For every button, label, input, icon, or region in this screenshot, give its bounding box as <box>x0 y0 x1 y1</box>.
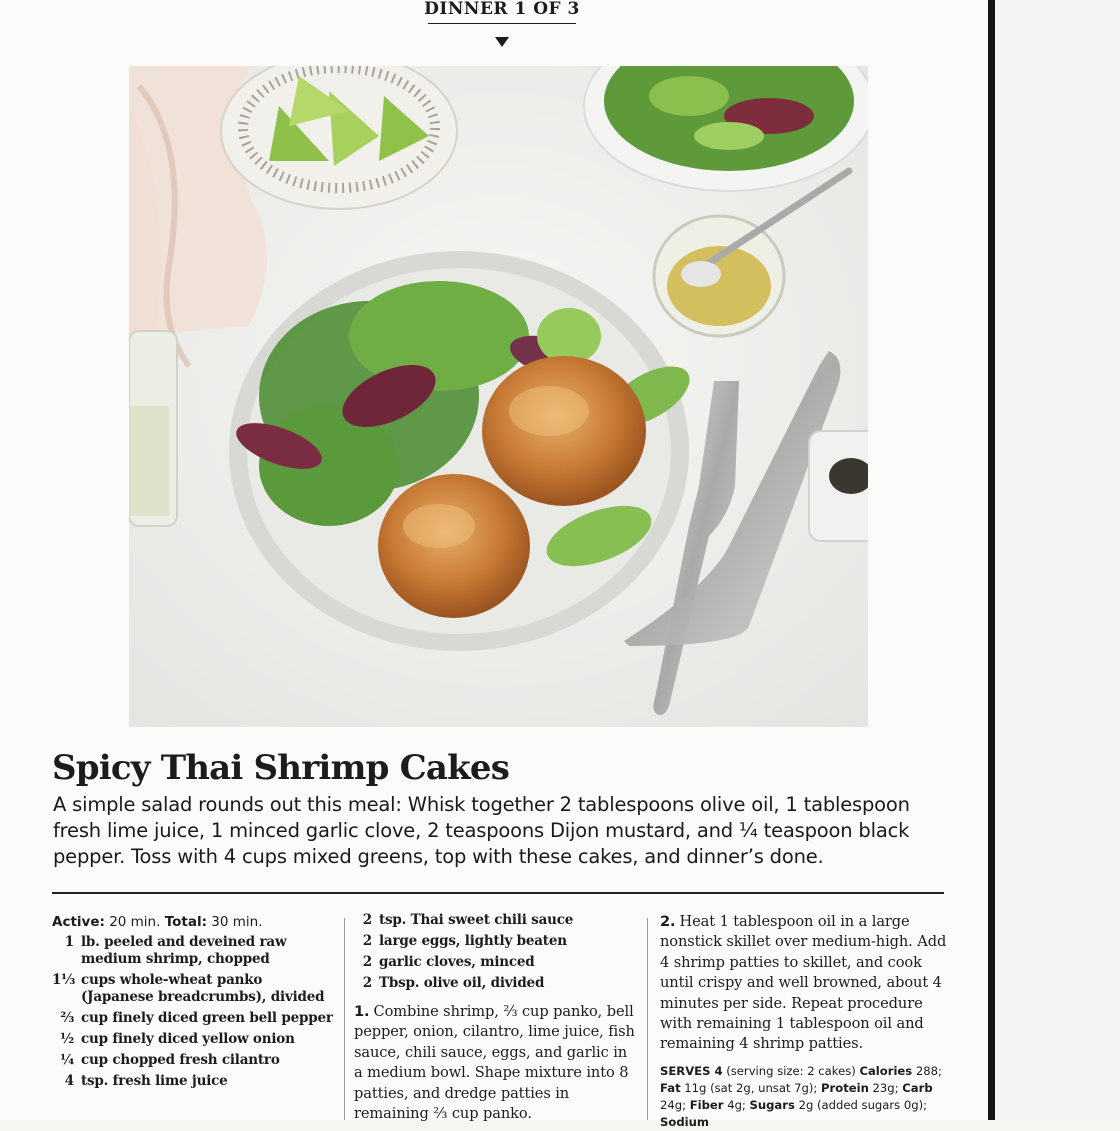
recipe-title: Spicy Thai Shrimp Cakes <box>52 748 510 788</box>
ingredient-item <box>52 1052 337 1069</box>
ingredient-item <box>354 933 640 950</box>
ingredient-quantity: 1 <box>64 934 74 950</box>
ingredient-item <box>52 1073 337 1090</box>
ingredients-column-2 <box>354 912 640 1124</box>
ingredient-item <box>52 1031 337 1048</box>
active-label: Active: <box>52 914 105 930</box>
sugars-label: Sugars <box>749 1097 795 1112</box>
step-text: Heat 1 tablespoon oil in a large nonstick skillet over medium-high. Add 4 shrimp patties to skillet, and cook until crispy and well browned, about 4 minutes per side. Repeat procedure with remaining 1 tablespoon oil and remaining 4 shrimp patties. <box>660 913 947 1053</box>
ingredient-text: tsp. fresh lime juice <box>81 1073 228 1089</box>
fat-value: 11g (sat 2g, unsat 7g); <box>684 1080 818 1095</box>
carb-value: 24g; <box>660 1097 687 1112</box>
carb-label: Carb <box>902 1080 933 1095</box>
ingredient-quantity: 4 <box>64 1073 74 1089</box>
ingredient-quantity: 2 <box>362 933 372 949</box>
sugars-value: 2g (added sugars 0g); <box>798 1097 928 1112</box>
ingredients-column-1 <box>52 912 337 1094</box>
ingredient-quantity: ¼ <box>60 1052 74 1068</box>
ingredient-text: tsp. Thai sweet chili sauce <box>379 912 574 928</box>
ingredient-text: Tbsp. olive oil, divided <box>379 975 545 991</box>
step-number: 2. <box>660 913 676 930</box>
nutrition-info <box>660 1063 950 1131</box>
ingredient-quantity: ⅔ <box>60 1010 74 1026</box>
ingredient-item <box>354 912 640 929</box>
ingredient-text: large eggs, lightly beaten <box>379 933 567 949</box>
ingredient-quantity: ½ <box>60 1031 74 1047</box>
recipe-photo <box>129 66 868 727</box>
column-separator <box>344 918 345 1120</box>
ingredient-text: cup chopped fresh cilantro <box>81 1052 280 1068</box>
ingredient-text: cup finely diced yellow onion <box>81 1031 295 1047</box>
serves-note: (serving size: 2 cakes) <box>726 1063 856 1078</box>
calories-label: Calories <box>859 1063 913 1078</box>
down-arrow-icon <box>495 37 509 47</box>
total-value: 30 min. <box>211 914 263 930</box>
recipe-intro: A simple salad rounds out this meal: Whisk together 2 tablespoons olive oil, 1 tablespoon fresh lime juice, 1 minced garlic clove, 2 teaspoons Dijon mustard, and ¼ teaspoon black pepper. Toss with 4 cups mixed greens, top with these cakes, and dinner’s done. <box>53 793 910 868</box>
step-number: 1. <box>354 1003 370 1020</box>
serves-label: SERVES 4 <box>660 1063 723 1078</box>
ingredient-quantity: 2 <box>362 975 372 991</box>
fat-label: Fat <box>660 1080 681 1095</box>
ingredient-item <box>354 975 640 992</box>
ingredient-item <box>52 934 337 968</box>
ingredient-text: lb. peeled and deveined raw medium shrimp, chopped <box>81 934 287 967</box>
ingredient-text: garlic cloves, minced <box>379 954 535 970</box>
ingredient-item <box>52 972 337 1006</box>
ingredient-text: cups whole-wheat panko (Japanese breadcrumbs), divided <box>81 972 325 1005</box>
total-label: Total: <box>164 914 207 930</box>
protein-value: 23g; <box>872 1080 899 1095</box>
calories-value: 288; <box>915 1063 942 1078</box>
sodium-label: Sodium <box>660 1114 709 1129</box>
step-text: Combine shrimp, ⅔ cup panko, bell pepper, onion, cilantro, lime juice, fish sauce, chili sauce, eggs, and garlic in a medium bowl. Shape mixture into 8 patties, and dredge patties in remaining ⅔ cup panko. <box>354 1003 635 1123</box>
recipe-times <box>52 912 337 932</box>
food-photo-icon <box>129 66 868 727</box>
ingredient-quantity: 2 <box>362 954 372 970</box>
page-margin <box>995 0 1120 1120</box>
column-separator <box>647 918 648 1120</box>
section-kicker: DINNER 1 OF 3 <box>424 0 580 19</box>
instruction-step-2 <box>660 912 950 1055</box>
protein-label: Protein <box>821 1080 869 1095</box>
fiber-label: Fiber <box>689 1097 724 1112</box>
ingredient-quantity: 2 <box>362 912 372 928</box>
instructions-column <box>660 912 950 1131</box>
active-value: 20 min. <box>109 914 161 930</box>
section-divider <box>52 892 944 894</box>
instruction-step-1 <box>354 1002 640 1124</box>
fiber-value: 4g; <box>727 1097 746 1112</box>
page-edge-rule <box>988 0 995 1120</box>
ingredient-item <box>354 954 640 971</box>
ingredient-text: cup finely diced green bell pepper <box>81 1010 333 1026</box>
kicker-underline <box>428 23 576 24</box>
ingredient-item <box>52 1010 337 1027</box>
ingredient-quantity: 1⅓ <box>52 972 75 988</box>
